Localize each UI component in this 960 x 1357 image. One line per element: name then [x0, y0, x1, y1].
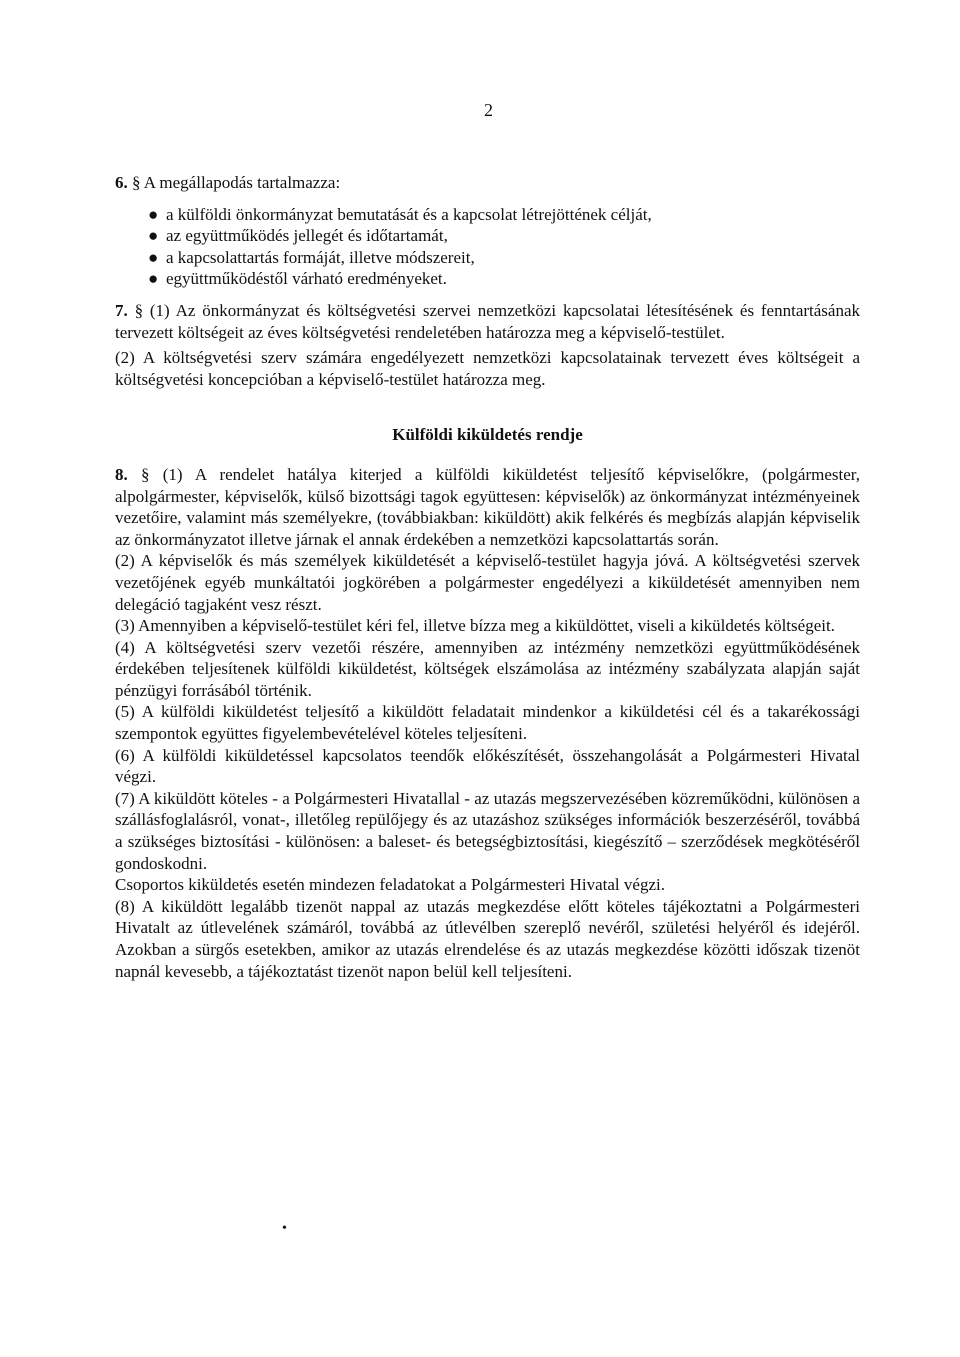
section-heading: Külföldi kiküldetés rendje	[392, 425, 583, 445]
section-8-paragraph-7: (7) A kiküldött köteles - a Polgármesteri Hivatallal - az utazás megszervezésében közreműködni, különösen a szállásfoglalásról, vonat-, illetőleg repülőjegy és az utazáshoz szükséges információk beszerzéséről, továbbá a szükséges biztosítási - különösen: a baleset- és betegségbiztosítási, kiegészítő – szerződések megkötéséről gondoskodni.	[115, 788, 860, 873]
bullet-icon: ●	[148, 204, 159, 224]
section-8-paragraph-4: (4) A költségvetési szerv vezetői részére, amennyiben az intézmény nemzetközi együttműködésének érdekében teljesítenek külföldi kiküldetést, költségek elszámolása az intézmény szabályzata alapján saját pénzügyi forrásából történik.	[115, 637, 860, 700]
section-7-paragraph-2: (2) A költségvetési szerv számára engedélyezett nemzetközi kapcsolatainak tervezett éves költségeit a költségvetési koncepcióban a képviselő-testület határozza meg.	[115, 348, 860, 389]
list-item	[148, 204, 860, 226]
list-item-text: a külföldi önkormányzat bemutatását és a kapcsolat létrejöttének célját,	[166, 204, 652, 224]
page-number: 2	[484, 100, 493, 120]
section-7-number: 7.	[115, 300, 128, 320]
section-8-paragraph-7b: Csoportos kiküldetés esetén mindezen feladatokat a Polgármesteri Hivatal végzi.	[115, 875, 665, 895]
section-6-title: § A megállapodás tartalmazza:	[132, 173, 341, 192]
document-body	[115, 172, 860, 982]
section-8-paragraph-8: (8) A kiküldött legalább tizenöt nappal az utazás megkezdése előtt köteles tájékoztatni a Polgármesteri Hivatalt az útlevelének számáról, továbbá az útlevélben szereplő nevéről, születési helyéről és idejéről. Azokban a sürgős esetekben, amikor az utazás elrendelése és az utazás megkezdése közötti időszak tizenöt napnál kevesebb, a tájékoztatást tizenöt napon belül kell teljesíteni.	[115, 896, 860, 981]
section-8-paragraph-3: (3) Amennyiben a képviselő-testület kéri fel, illetve bízza meg a kiküldöttet, viseli a kiküldetés költségeit.	[115, 616, 835, 636]
section-8-paragraph-1	[115, 464, 860, 550]
section-7-paragraph-1	[115, 300, 860, 343]
list-item	[148, 247, 860, 269]
section-8-text-1: § (1) A rendelet hatálya kiterjed a külföldi kiküldetést teljesítő képviselőkre, (polgármester, alpolgármester, képviselők, külső bizottsági tagok együttesen: képviselők) az önkormányzat intézményeinek vezetőire, valamint más személyekre, (továbbiakban: kiküldött) akik felkérés és megbízás alapján képviselik az önkormányzatot illetve járnak el annak érdekében a nemzetközi kapcsolattartás során.	[115, 464, 861, 549]
bullet-icon: ●	[148, 269, 159, 289]
list-item-text: az együttműködés jellegét és időtartamát,	[166, 226, 448, 246]
section-8-paragraph-5: (5) A külföldi kiküldetést teljesítő a kiküldött feladatait mindenkor a kiküldetési cél és a takarékossági szempontok együttes figyelembevételével köteles teljesíteni.	[115, 702, 860, 744]
section-6-heading	[115, 172, 860, 194]
section-6-list	[115, 204, 860, 290]
section-8-number: 8.	[115, 464, 128, 484]
section-8-paragraph-2: (2) A képviselők és más személyek kiküldetését a képviselő-testület hagyja jóvá. A költségvetési szervek vezetőjének egyéb munkáltatói jogkörében a polgármester engedélyezi a kiküldetését amennyiben nem delegáció tagjaként vesz részt.	[115, 551, 860, 614]
section-6-number: 6.	[115, 173, 128, 192]
list-item-text: együttműködéstől várható eredményeket.	[166, 269, 447, 289]
section-7-text-1: § (1) Az önkormányzat és költségvetési szervei nemzetközi kapcsolatai létesítésének és fenntartásának tervezett költségeit az éves költségvetési rendeletében határozza meg a képviselő-testület.	[115, 300, 861, 342]
list-item-text: a kapcsolattartás formáját, illetve módszereit,	[166, 247, 475, 267]
bullet-icon: ●	[148, 226, 159, 246]
section-8-paragraph-6: (6) A külföldi kiküldetéssel kapcsolatos teendők előkészítését, összehangolását a Polgármesteri Hivatal végzi.	[115, 745, 860, 787]
list-item	[148, 225, 860, 247]
list-item	[148, 268, 860, 290]
bullet-icon: ●	[148, 247, 159, 267]
stray-mark: •	[282, 1221, 287, 1236]
